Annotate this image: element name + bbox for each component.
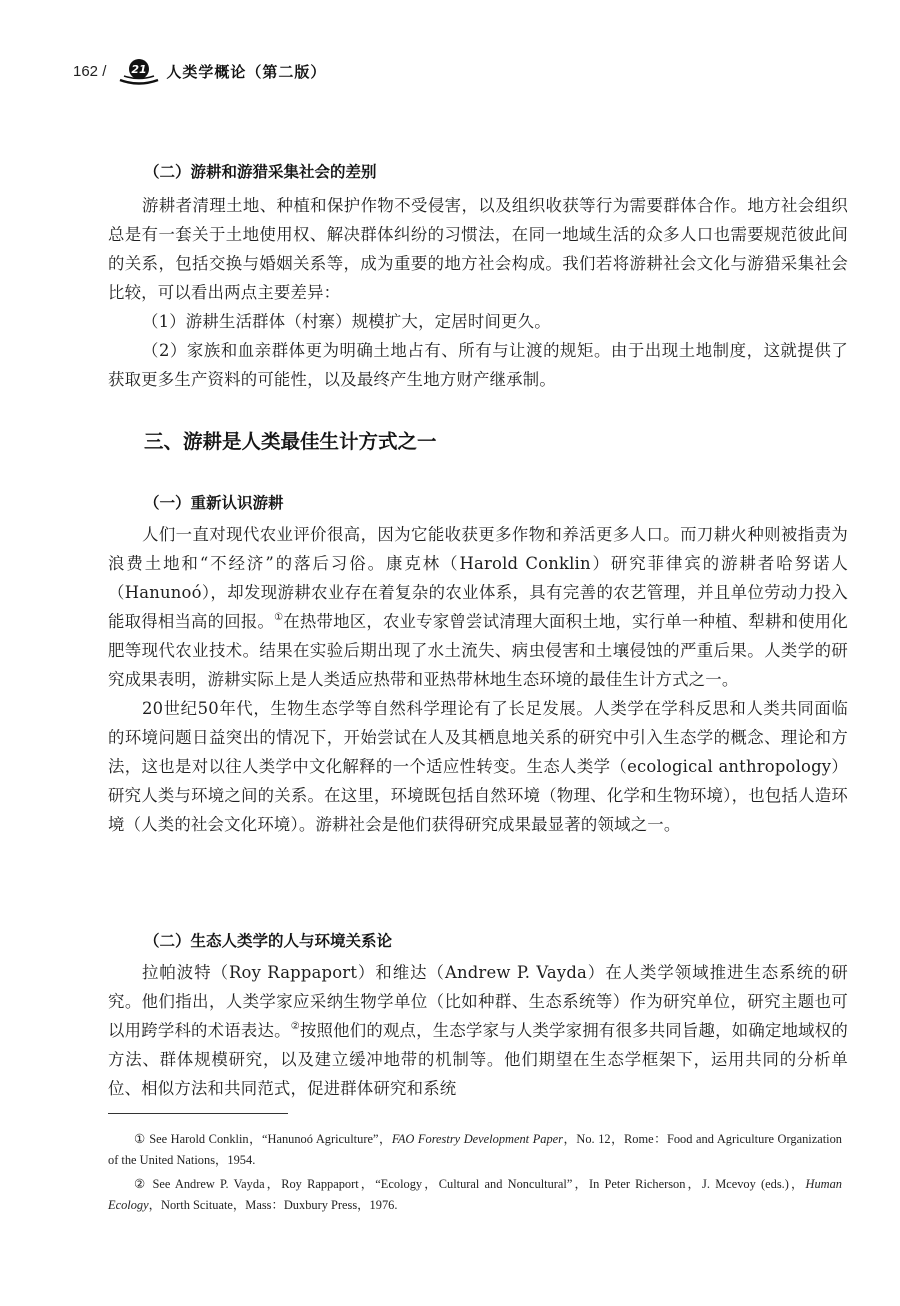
section-heading-2 [108, 160, 848, 182]
paragraph-text: 人们一直对现代农业评价很高，因为它能收获更多作物和养活更多人口。而刀耕火种则被指责为浪费土地和“不经济”的落后习俗。康克林（Harold Conklin）研究菲律宾的游耕者哈努诺人（Hanunoó），却发现游耕农业存在着复杂的农业体系，具有完善的农艺管理，并且单位劳动力投入能取得相当高的回报。 [108, 525, 848, 631]
paragraph: （1）游耕生活群体（村寨）规模扩大，定居时间更久。 [142, 312, 551, 331]
book-title: 人类学概论（第二版） [166, 62, 327, 81]
subsection-1-heading-wrap [108, 491, 848, 513]
paragraph-text: 按照他们的观点，生态学家与人类学家拥有很多共同旨趣，如确定地域权的方法、群体规模研究，以及建立缓冲地带的机制等。他们期望在生态学框架下，运用共同的分析单位、相似方法和共同范式，促进群体研究和系统 [108, 1021, 848, 1098]
subsection-2-heading-wrap [108, 929, 848, 951]
footnote-ref: ① [274, 612, 284, 623]
section-3-heading-wrap [108, 426, 848, 454]
subsection-2-body [108, 958, 848, 1103]
footnote-text: ，No. 12，Rome：Food and Agriculture Organization of the United Nations，1954. [108, 1132, 843, 1167]
page-number: 162 / [73, 62, 107, 80]
paragraph [108, 958, 848, 1103]
paragraph [108, 520, 848, 694]
section-heading: 三、游耕是人类最佳生计方式之一 [144, 430, 437, 453]
svg-text:21: 21 [131, 63, 148, 76]
paragraph-text: 在热带地区，农业专家曾尝试清理大面积土地，实行单一种植、犁耕和使用化肥等现代农业技术。结果在实验后期出现了水土流失、病虫侵害和土壤侵蚀的严重后果。人类学的研究成果表明，游耕实际上是人类适应热带和亚热带林地生态环境的最佳生计方式之一。 [108, 612, 848, 689]
footnote-source-title: Human Ecology [108, 1177, 842, 1212]
footnote [108, 1174, 842, 1216]
subsection-heading: （二）生态人类学的人与环境关系论 [144, 932, 393, 950]
footnote-text: ，North Scituate，Mass：Duxbury Press，1976. [148, 1198, 398, 1212]
series-logo-icon [118, 57, 160, 85]
paragraph: 20世纪50年代，生物生态学等自然科学理论有了长足发展。人类学在学科反思和人类共同面临的环境问题日益突出的情况下，开始尝试在人及其栖息地关系的研究中引入生态学的概念、理论和方法，这也是对以往人类学中文化解释的一个适应性转变。生态人类学（ecological anthropology）研究人类与环境之间的关系。在这里，环境既包括自然环境（物理、化学和生物环境），也包括人造环境（人类的社会文化环境）。游耕社会是他们获得研究成果最显著的领域之一。 [108, 699, 849, 834]
subsection-heading: （二）游耕和游猎采集社会的差别 [144, 163, 377, 181]
section-2-body [108, 191, 848, 394]
footnote-text: ② See Andrew P. Vayda，Roy Rappaport，“Ecology，Cultural and Noncultural”，In Peter Richerson，J. Mcevoy (eds.)， [134, 1177, 806, 1191]
subsection-1-body [108, 520, 848, 839]
footnote-source-title: FAO Forestry Development Paper [391, 1132, 563, 1146]
running-header [73, 56, 326, 86]
paragraph: （2）家族和血亲群体更为明确土地占有、所有与让渡的规矩。由于出现土地制度，这就提供了获取更多生产资料的可能性，以及最终产生地方财产继承制。 [108, 341, 848, 389]
paragraph: 游耕者清理土地、种植和保护作物不受侵害，以及组织收获等行为需要群体合作。地方社会组织总是有一套关于土地使用权、解决群体纠纷的习惯法，在同一地域生活的众多人口也需要规范彼此间的关系，包括交换与婚姻关系等，成为重要的地方社会构成。我们若将游耕社会文化与游猎采集社会比较，可以看出两点主要差异： [108, 196, 848, 302]
footnote-divider [108, 1113, 288, 1114]
paragraph-text: 拉帕波特（Roy Rappaport）和维达（Andrew P. Vayda）在人类学领域推进生态系统的研究。他们指出，人类学家应采纳生物学单位（比如种群、生态系统等）作为研究单位，研究主题也可以用跨学科的术语表达。 [108, 963, 848, 1040]
footnote-text: ① See Harold Conklin，“Hanunoó Agriculture”， [134, 1132, 392, 1146]
subsection-heading: （一）重新认识游耕 [144, 494, 284, 512]
footnote [108, 1129, 842, 1171]
footnote-ref: ② [290, 1021, 300, 1032]
